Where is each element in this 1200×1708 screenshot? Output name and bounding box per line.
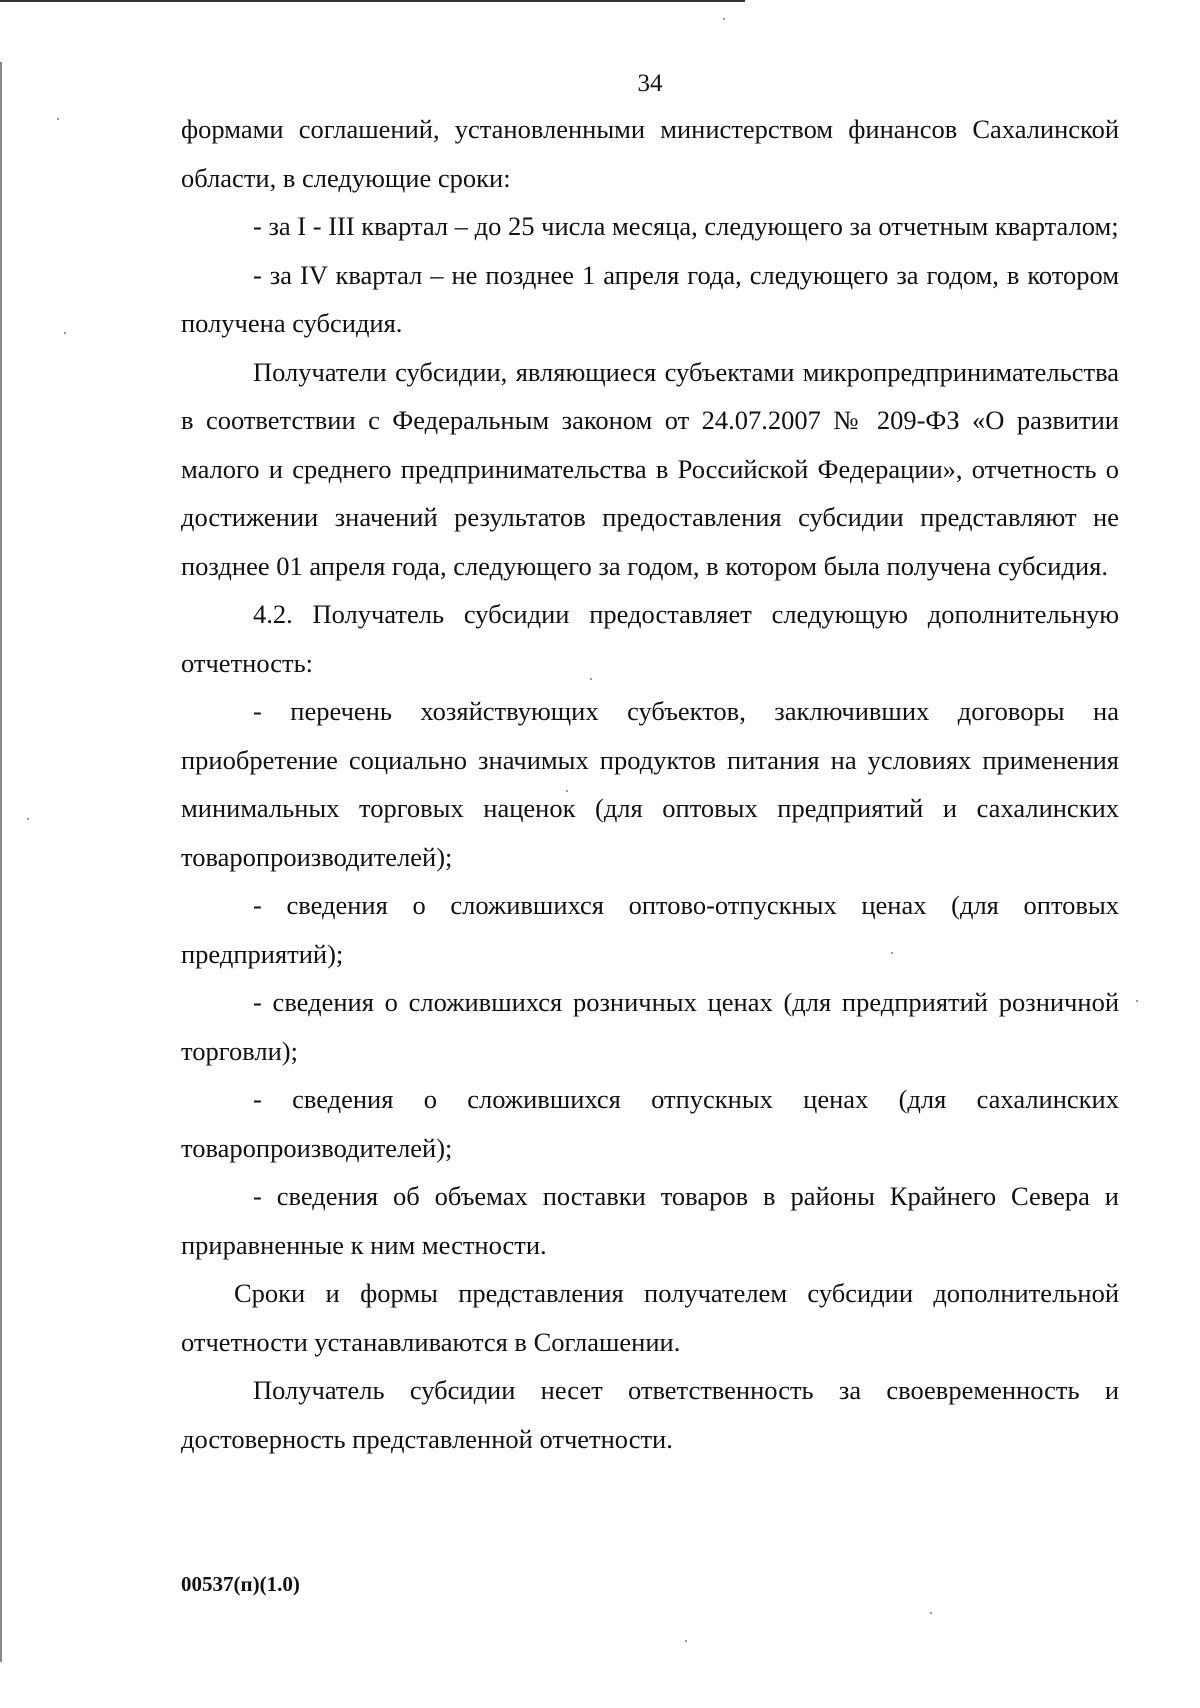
list-item-entities-list: - перечень хозяйствующих субъектов, заключивших договоры на приобретение социально значимых продуктов питания на условиях применения минимальных торговых наценок (для оптовых предприятий и сахалинских товаропроизводителей); — [181, 696, 1119, 872]
document-body — [181, 105, 1119, 1463]
scan-speck — [930, 1612, 932, 1614]
document-code: 00537(п)(1.0) — [181, 1572, 300, 1596]
paragraph-deadlines-intro: формами соглашений, установленными министерством финансов Сахалинской области, в следующие сроки: — [181, 114, 1119, 193]
page-number: 34 — [637, 70, 663, 97]
scan-speck — [590, 678, 592, 680]
scan-speck — [723, 18, 725, 20]
scan-speck — [685, 1640, 687, 1642]
scan-speck — [27, 818, 29, 820]
paragraph-responsibility: Получатель субсидии несет ответственность за своевременность и достоверность представленной отчетности. — [181, 1375, 1119, 1454]
scan-speck — [566, 790, 568, 792]
list-item-retail-prices: - сведения о сложившихся розничных ценах (для предприятий розничной торговли); — [181, 987, 1119, 1066]
scan-speck — [891, 952, 893, 954]
paragraph-terms-and-forms: Сроки и формы представления получателем субсидии дополнительной отчетности устанавливаются в Соглашении. — [181, 1278, 1119, 1357]
list-item-wholesale-prices: - сведения о сложившихся оптово-отпускных ценах (для оптовых предприятий); — [181, 890, 1119, 969]
paragraph-deadline-q4: - за IV квартал – не позднее 1 апреля года, следующего за годом, в котором получена субсидия. — [181, 259, 1119, 338]
list-item-north-deliveries: - сведения об объемах поставки товаров в районы Крайнего Севера и приравненные к ним местности. — [181, 1181, 1119, 1260]
list-item-producer-prices: - сведения о сложившихся отпускных ценах (для сахалинских товаропроизводителей); — [181, 1084, 1119, 1163]
scan-speck — [57, 118, 59, 120]
paragraph-section-4-2: 4.2. Получатель субсидии предоставляет следующую дополнительную отчетность: — [181, 599, 1119, 678]
paragraph-micro-enterprises: Получатели субсидии, являющиеся субъектами микропредпринимательства в соответствии с Федеральным законом от 24.07.2007 № 209-ФЗ «О развитии малого и среднего предпринимательства в Российской Федерации», отчетность о достижении значений результатов предоставления субсидии представляют не позднее 01 апреля года, следующего за годом, в котором была получена субсидия. — [181, 356, 1119, 581]
scan-speck — [64, 332, 66, 334]
paragraph-deadline-q1-q3: - за I - III квартал – до 25 числа месяца, следующего за отчетным кварталом; — [253, 211, 1119, 241]
scan-speck — [1136, 1000, 1138, 1002]
left-border-line — [0, 62, 2, 1662]
top-border-line — [0, 0, 745, 2]
